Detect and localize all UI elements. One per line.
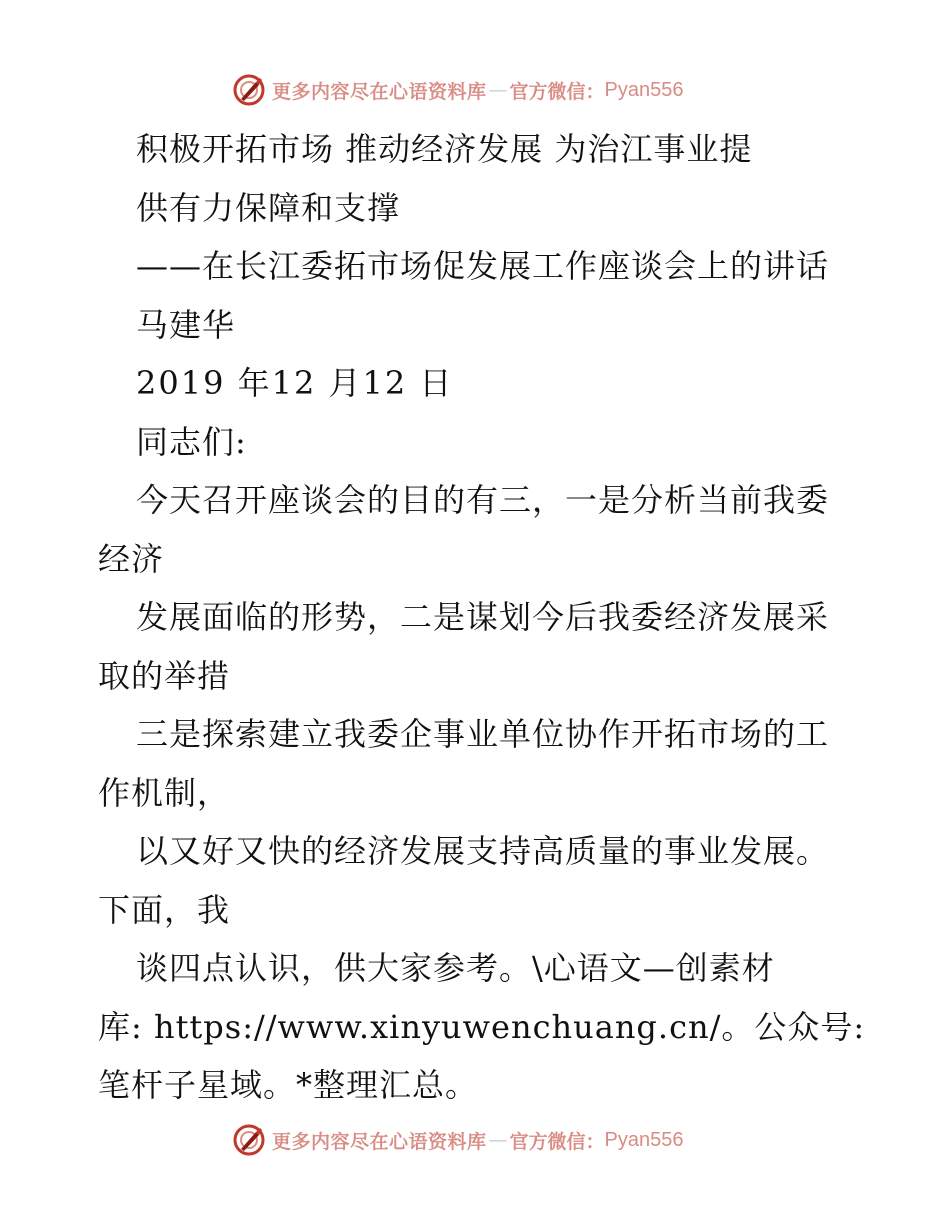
banner-wechat-label: 官方微信：: [509, 1130, 605, 1153]
body-line: 发展面临的形势，二是谋划今后我委经济发展采: [136, 598, 830, 636]
banner-wechat-id: Pyan556: [604, 1128, 684, 1151]
body-line: 下面，我: [98, 890, 231, 929]
banner-brand-text: 更多内容尽在心语资料库: [272, 80, 487, 103]
document-salutation: 同志们:: [136, 422, 247, 461]
body-line: 作机制，: [98, 773, 231, 812]
document-date: 2019 年12 月12 日: [136, 364, 454, 402]
document-title-line-1: 积极开拓市场 推动经济发展 为治江事业提: [136, 130, 753, 168]
banner-wechat-id: Pyan556: [604, 78, 684, 101]
body-line: 三是探索建立我委企事业单位协作开拓市场的工: [136, 715, 830, 753]
footer-watermark-banner: [232, 1122, 684, 1158]
header-watermark-banner: [232, 72, 684, 108]
banner-separator: —: [488, 1129, 508, 1151]
body-line: 经济: [98, 539, 165, 578]
brand-logo-icon: [232, 73, 266, 107]
document-title-line-2: 供有力保障和支撑: [136, 188, 401, 227]
body-line: 以又好又快的经济发展支持高质量的事业发展。: [136, 832, 830, 870]
banner-separator: —: [488, 79, 508, 101]
body-line: 谈四点认识，供大家参考。\心语文—创素材: [136, 949, 775, 987]
body-line: 取的举措: [98, 656, 231, 695]
body-line: 库: https://www.xinyuwenchuang.cn/。公众号:: [98, 1007, 866, 1046]
banner-brand-text: 更多内容尽在心语资料库: [272, 1130, 487, 1153]
document-body: [98, 120, 866, 1115]
banner-wechat-label: 官方微信：: [509, 80, 605, 103]
body-line: 今天召开座谈会的目的有三，一是分析当前我委: [136, 481, 830, 519]
document-subtitle: ——在长江委拓市场促发展工作座谈会上的讲话: [136, 247, 830, 285]
document-author: 马建华: [136, 305, 236, 344]
brand-logo-icon: [232, 1123, 266, 1157]
body-line: 笔杆子星域。*整理汇总。: [98, 1066, 479, 1104]
